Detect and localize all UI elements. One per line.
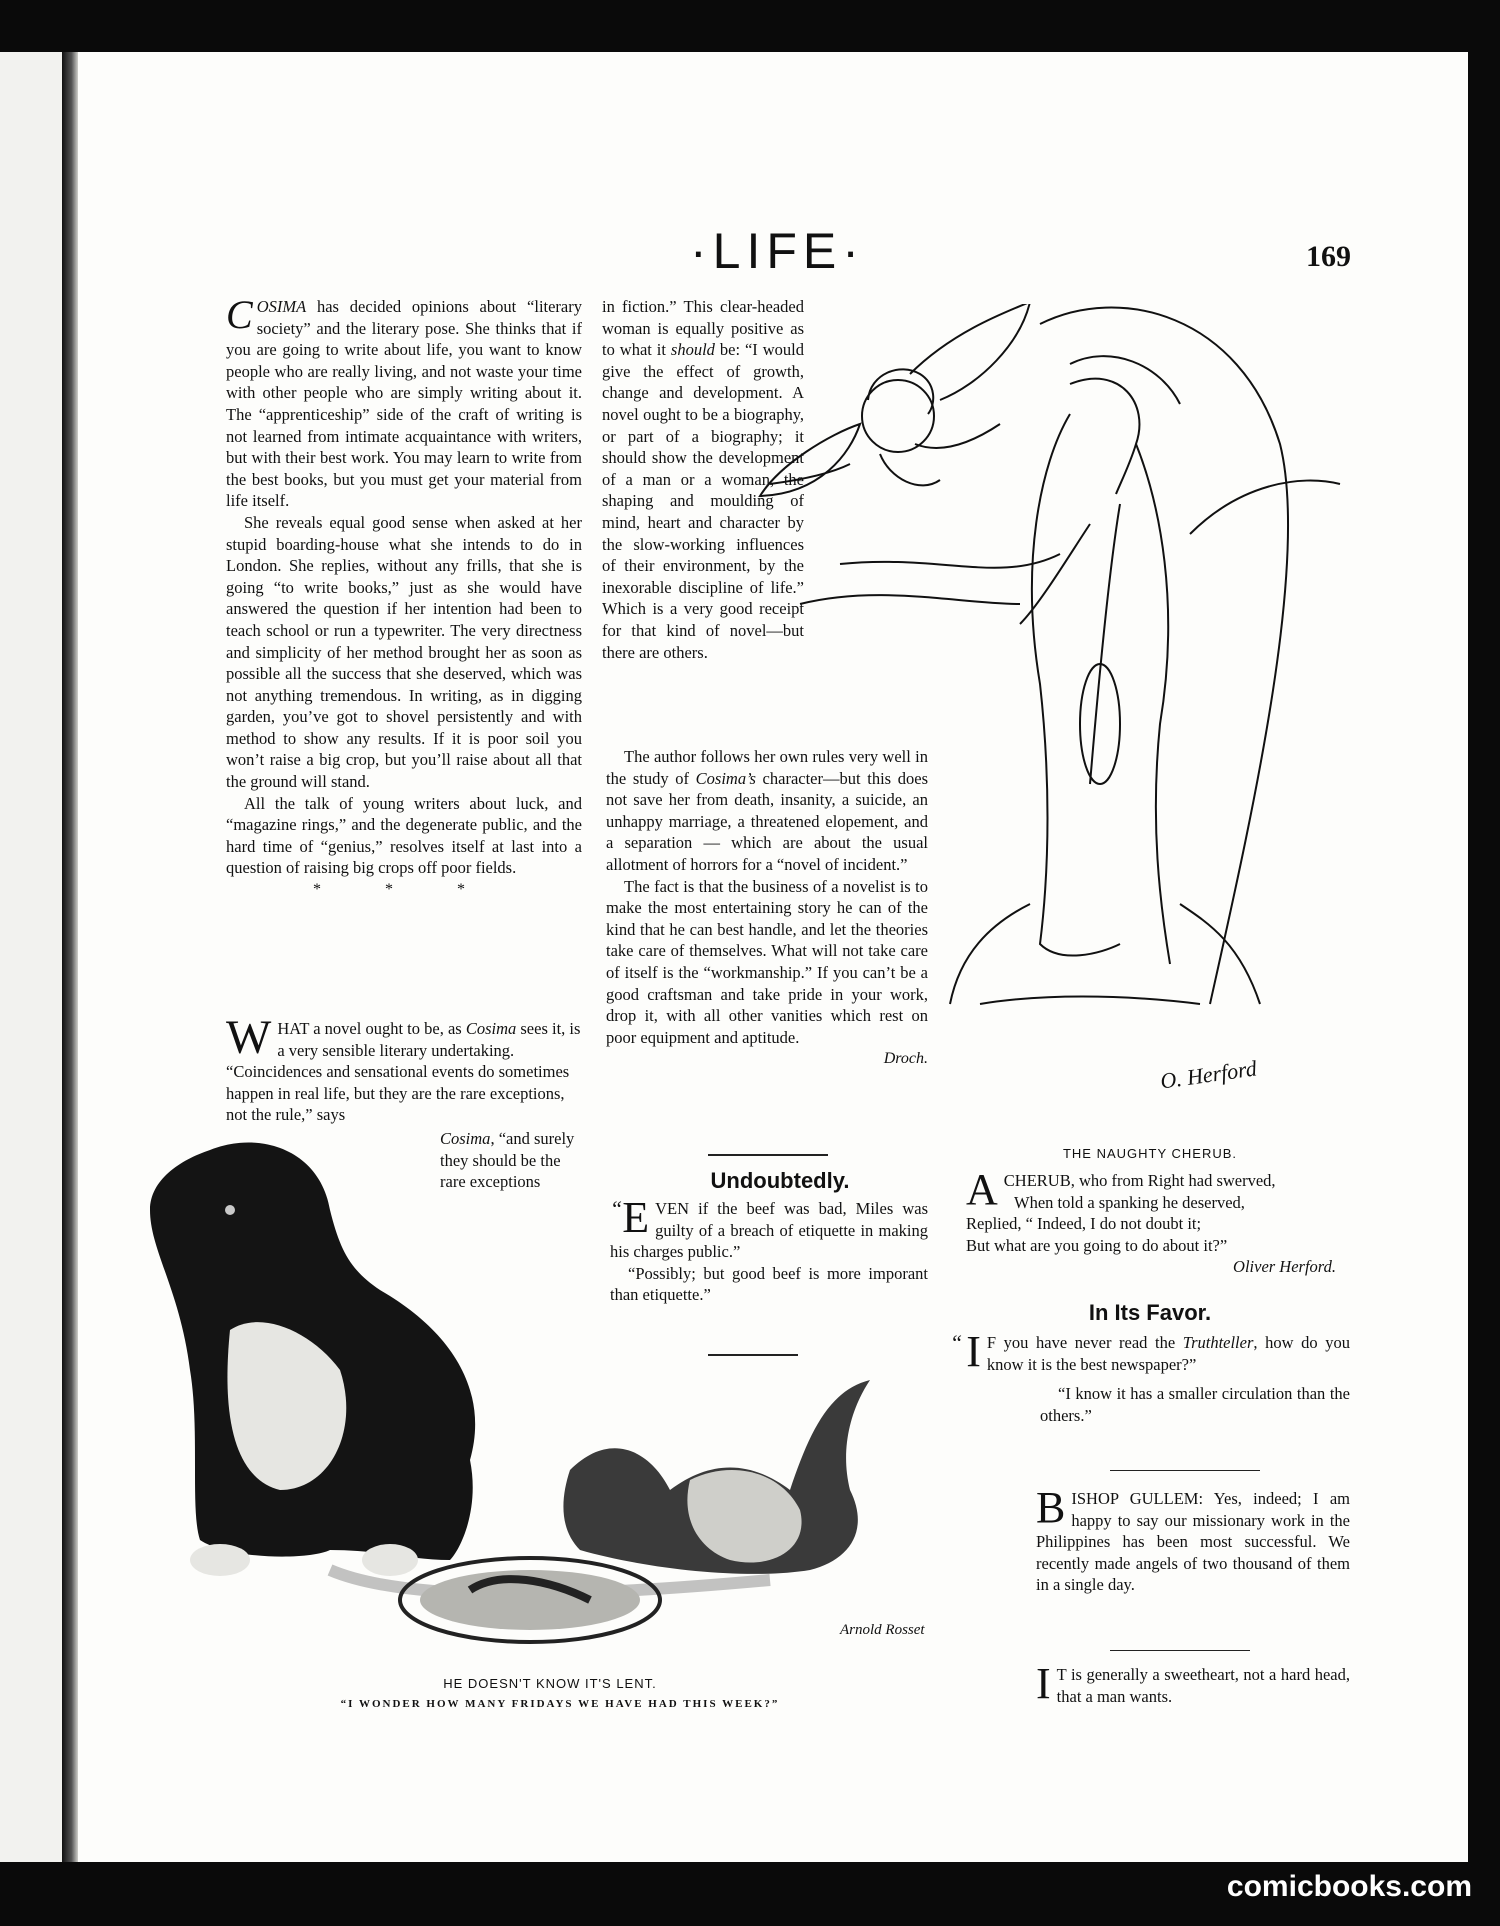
paragraph-2: She reveals equal good sense when asked at her stupid boarding-house what she intends to do in London. She replies, without any frills, that she is going “to write books,” just as she would have answered the question if her intention had been to teach school or run a typewriter. The very directness and simplicity of her method brought her as soon as possible all the success that she deserved, which was not anything tremendous. In writing, as in digging garden, you’ve got to shovel persistently and with method to show any results. If it is poor soil you won’t raise a big crop, but you’ll raise about all that the ground will stand.: [226, 512, 582, 792]
sweetheart-text: [1036, 1659, 1350, 1708]
droch-signature: Droch.: [883, 1050, 928, 1068]
book-spine: [62, 52, 78, 1862]
verse-lead: CHERUB, who from Right had swerved,: [1003, 1171, 1276, 1190]
cherub-caption: THE NAUGHTY CHERUB.: [1062, 1146, 1238, 1161]
col2-p1-a: in fiction.” This clear-headed woman is equally positive as to what it: [602, 297, 804, 360]
drop-cap-w: W: [226, 1011, 272, 1064]
drop-cap-i: I: [966, 1327, 981, 1376]
puppy-subcaption: “I WONDER HOW MANY FRIDAYS WE HAVE HAD THIS WEEK?”: [340, 1698, 780, 1710]
lead-cosima: OSIMA: [256, 297, 307, 316]
drop-cap-b: B: [1036, 1483, 1066, 1532]
favor-p1-b: , how do you know it is the best newspaper?”: [986, 1333, 1350, 1374]
undoubtedly-p1-text: VEN if the beef was bad, Miles was guilty of a breach of etiquette in making his charges public.”: [610, 1199, 928, 1262]
favor-text: [950, 1327, 1350, 1426]
emphasis-should: should: [670, 340, 715, 360]
favor-open-quote: “: [950, 1330, 963, 1355]
rosset-artist-signature: Arnold Rosset: [840, 1622, 925, 1638]
favor-p1: [950, 1327, 1350, 1376]
drop-cap-e: E: [622, 1193, 650, 1242]
puppy-kittens-illustration: [150, 1130, 950, 1670]
section-dots: * * *: [313, 881, 495, 899]
favor-p2: “I know it has a smaller circulation than the others.”: [1040, 1384, 1350, 1425]
emphasis-cosima-2: Cosima: [440, 1129, 491, 1148]
column-1: [226, 292, 582, 903]
col2-p2-a: The author follows her own rules very well in the study of: [606, 747, 928, 788]
col2-p1-b: be: “I would give the effect of growth, change and development. A novel ought to be a biography, or part of a biography; it should show the development of a man or a woman, the shaping and moulding of mind, heart and character by the slow-working influences of their environment, by the inexorable discipline of life.” Which is a very good receipt for that kind of novel—but there are others.: [602, 340, 804, 662]
sweetheart-paragraph: [1036, 1659, 1350, 1708]
paragraph-4-end: , “and surely they should be the rare exceptions: [440, 1129, 575, 1192]
col2-paragraph-3: The fact is that the business of a novelist is to make the most entertaining story he can of the kind that he can best handle, and let the theories take care of themselves. What will not take care of itself is the “workmanship.” If you can’t be a good craftsman and take pride in your work, drop it, with all other vanities which rest on poor equipment and aptitude.: [606, 876, 928, 1047]
emphasis-truthteller: Truthteller: [1182, 1333, 1254, 1352]
watermark: comicbooks.com: [1226, 1870, 1472, 1903]
rule-3: [1110, 1470, 1260, 1471]
previous-page-edge: [0, 52, 62, 1862]
rule-4: [1110, 1650, 1250, 1651]
drop-cap-a: A: [966, 1165, 998, 1214]
bishop-paragraph: [1036, 1483, 1350, 1596]
column-1-what: [226, 1011, 582, 1126]
verse-line-2: When told a spanking he deserved,: [1014, 1192, 1245, 1212]
open-quote: “: [610, 1196, 623, 1221]
herford-artist-signature: O. Herford: [1158, 1055, 1259, 1094]
drop-cap-i-2: I: [1036, 1659, 1051, 1708]
verse-line-3: Replied, “ Indeed, I do not doubt it;: [966, 1214, 1202, 1234]
paragraph-4: [226, 1011, 582, 1126]
cherub-verse: [966, 1165, 1336, 1278]
sweetheart-paragraph-text: T is generally a sweetheart, not a hard head, that a man wants.: [1056, 1665, 1350, 1706]
puppy-caption: HE DOESN'T KNOW IT'S LENT.: [443, 1676, 657, 1691]
page-number: 169: [1306, 240, 1351, 273]
masthead: ·LIFE·: [690, 223, 865, 279]
bishop-text: [1036, 1483, 1350, 1596]
verse-author: Oliver Herford.: [1233, 1257, 1336, 1277]
drop-cap-c: C: [226, 292, 253, 337]
undoubtedly-title: Undoubtedly.: [710, 1168, 850, 1193]
paragraph-4-text-a: sees it, is a very sensible literary undertaking. “Coincidences and sensational events do sometimes happen in real life, but they are the rare exceptions, not the rule,” says: [226, 1019, 581, 1125]
verse-line-4: But what are you going to do about it?”: [966, 1235, 1228, 1255]
scan-border: [1468, 52, 1500, 1862]
paragraph-1-text: has decided opinions about “literary society” and the literary pose. She thinks that if you are going to write about life, you want to know people who are really living, and not waste your time with other people who are simply writing about it. The “apprenticeship” side of the craft of writing is not learned from intimate acquaintance with writers, but with their best work. You may learn to write from the best books, but you must get your material from life itself.: [226, 297, 582, 511]
bishop-paragraph-text: ISHOP GULLEM: Yes, indeed; I am happy to say our missionary work in the Philippines has been most successful. We recently made angels of two thousand of them in a single day.: [1036, 1489, 1350, 1595]
col2-p2-b: character—but this does not save her from death, insanity, a suicide, an unhappy marriage, a threatened elopement, and a separation — which are about the usual allotment of horrors for a “novel of incident.”: [606, 768, 929, 874]
emphasis-cosima: Cosima: [465, 1019, 517, 1038]
paragraph-1: [226, 292, 582, 512]
naughty-cherub-illustration: [740, 304, 1350, 1094]
emphasis-cosimas: Cosima’s: [695, 768, 756, 788]
in-its-favor-title: In Its Favor.: [1088, 1300, 1212, 1325]
undoubtedly-p2: “Possibly; but good beef is more imporant than etiquette.”: [610, 1263, 928, 1305]
paragraph-4-lead: HAT a novel ought to be, as: [277, 1019, 466, 1038]
paragraph-3: All the talk of young writers about luck, and “magazine rings,” and the degenerate public, and the hard time of “genius,” resolves itself at last into a question of raising big crops off poor fields.: [226, 793, 582, 878]
favor-p1-a: F you have never read the: [986, 1333, 1183, 1352]
